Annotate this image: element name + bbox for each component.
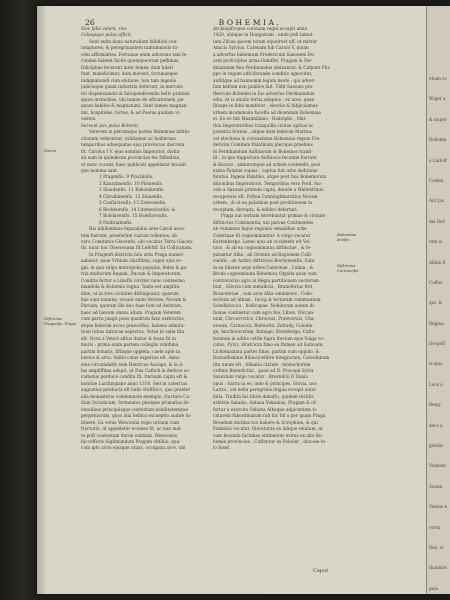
text-line: Broedum mutilas tuo habere & Scrophum, & qui: [213, 419, 318, 425]
text-line: Caterinae fit cognominantur. A vulgo vocatur: [213, 232, 311, 238]
text-line: quam habiles & magnanimi. Sunt tamen magnan-: [81, 103, 188, 109]
next-page-fragment: Caslen.: [429, 177, 445, 183]
text-line: muris : prima enim partem collegiis vobifima,: [81, 342, 180, 348]
text-line: fliuxpe in fidei manfetur , electiis & fubjiciiamus: [213, 103, 318, 109]
text-line: las ampliffima adepit, ut Dux Caflicti & deduce ac-: [81, 368, 191, 374]
text-line: perpetuorum, quos alia bellica excaeptio audire in-: [81, 413, 192, 419]
text-line: cum parva jungit pons quadrum faxo exftructus,: [81, 316, 186, 322]
text-line: & Bavaro , admirumque ad urbem contendit, post: [213, 161, 321, 167]
text-line: cumulus perduce condita fit. Iteruum capta eft &: [81, 374, 188, 380]
text-line: partim donatis, fiffaque oppleta, caefe apte in: [81, 348, 181, 354]
text-line: judicioque quam industria deferunt, in mercati-: [81, 84, 184, 90]
text-line: haec ad laevam omnis alium. Pragam Veterem: [81, 309, 181, 315]
text-line: fit , in quo fupperiora Aufbiacis fecunde fuerunt: [213, 155, 317, 161]
next-page-fragment: Beng-: [429, 402, 442, 408]
text-line: 5 Czaflavienfis. 13 Zateczenfis.: [99, 200, 167, 206]
text-line: hemie provinciae , Cuffentur ex Poholer , diocese fo-: [213, 439, 327, 444]
text-line: xit eam in quindecim provincias fex Difteiltas,: [81, 155, 181, 161]
next-page-fragment: thanbiot: [429, 565, 447, 571]
catchword: Caput: [313, 568, 329, 574]
text-line: Kuttenbergo. Lenes ejus ab occidente eft Vol-: [213, 238, 312, 244]
text-line: fium Syriaticum, fortunatos plerique primarias de: [81, 400, 189, 406]
next-page-fragment: Regina: [429, 320, 444, 326]
text-line: urbem incommodo faceffe ad dicendum Bohemiae: [213, 109, 322, 115]
margin-note-pragensis: Diftrictus Pragenfis, Praga: [44, 316, 76, 326]
text-line: tria multorum Regum, Ducum & Imperatorum.: [81, 271, 182, 277]
text-line: cem affirmantes. Fortunae enim adversae tam fe-: [81, 51, 188, 57]
text-line: fbercum Bohemis in fuo adverfus Ferdinandum: [213, 90, 315, 96]
text-line: potentia florens , adque dum fedecim Martius ,: [213, 129, 315, 135]
text-line: ventes.: [81, 116, 97, 122]
text-line: gni, in qua vulgo metropolis populus, fedes & pa-: [81, 264, 188, 270]
text-line: ut nunc vocant; haec publicati appellatur hocalit: [81, 161, 187, 167]
text-line: Parvam, quorum ille duo fuae funt ad dextram,: [81, 303, 183, 309]
next-page-fragment: dei Ref-: [429, 218, 446, 224]
text-line: indignabundi cum elatione, non tam ingenio: [81, 77, 177, 83]
next-page-fragment: Sauna: [429, 483, 443, 489]
text-line: Dornafliskinis Bibiocicefibre integrorum, Cateufanum: [213, 355, 330, 361]
text-line: contravicino agro in Regia partitionem auctorum: [213, 277, 319, 283]
text-line: in ea liberae urgo urbes Caterinae , Colina , &: [213, 264, 314, 270]
text-line: fis, nunc hoc Dioecesana fit Lefeltif, Ex Collicanam.: [81, 245, 193, 251]
text-line: cefs a Saxonis primum capta, deinde a Wallenftinio: [213, 187, 324, 193]
text-line: eft. Nova a Veteri alltus duitur & fossa fit in: [81, 335, 176, 341]
text-line: tem fuerunt, praefertim viarum tollentes, ab: [81, 232, 177, 238]
text-line: Amicis Sylvius. Catenam fub Carolo V. quum: [213, 45, 309, 51]
text-line: cundae habent facile quemqueorum peflimas,: [81, 58, 180, 64]
text-line: cum fecunda factabas obtinentur evitus ex alto Bo-: [213, 432, 324, 438]
text-line: tioni totius fabricae aspectus. Vetus in valle fita: [81, 329, 185, 335]
text-line: Servunt pax pulsa Bohemi.: [81, 122, 139, 128]
text-line: vel electione & coronatione Bohemiae regum Fre-: [213, 135, 321, 141]
text-line: dericini Comitem Palatinum plerique praefens: [213, 142, 313, 148]
text-line: opus : Sacra in eo, inde & principes, Stovia, nos: [213, 380, 317, 386]
text-line: manifola & Bohemia regna. Tanta est amplitu-: [81, 284, 181, 290]
text-line: In Pragenfi districtu fola urbs Praga numer-: [89, 251, 185, 257]
next-page-fragment: qui, &: [429, 300, 443, 306]
text-line: ei. Ex eo fub Maximiliano , Rudolpho , Mat-: [213, 116, 307, 122]
margin-note-mores: Mores.: [44, 148, 58, 153]
next-page-fragment: a Ludolf: [429, 157, 447, 163]
text-line: fuccefforis Sigifmundum Pragam obfidio, qua-: [81, 439, 181, 444]
text-line: 8 Podbradenfis.: [99, 219, 133, 225]
text-line: auflitque ad bannomm legum modo : qui adver-: [213, 77, 316, 83]
text-line: Calaupque pulsa afficit.: [81, 32, 133, 38]
text-line: in Ferdinandum Aufbiacum & Bohemos tranfi-: [213, 148, 313, 154]
text-line: 1420, ubiique in Hungariam : unde pofi tumul-: [213, 32, 314, 38]
text-line: urbem , & ut ea palatinus post proditionem in: [213, 200, 313, 206]
text-line: aabatur, quae Vrbium clariflima, caput ejus re-: [81, 258, 183, 264]
text-line: quam invincibus, ubi tamen de aflicationem, pe-: [81, 96, 185, 102]
margin-note-divisio: Bohemiae divifio.: [337, 232, 357, 242]
text-line: lectium ad Albam , fuocg & tertarum communium,: [213, 297, 322, 303]
next-page-fragment: is ejus: [429, 361, 443, 367]
next-page-fragment: Vodnani: [429, 463, 447, 469]
text-line: ab veniamus hujus regionis venaliibus urbe: [213, 226, 307, 232]
text-line: Sazavium vulgo vocatur , Brevnifcii D Daxia: [213, 374, 308, 380]
text-line: 2 Kaurzimenfis. 10 Pilsnenfis.: [99, 180, 164, 186]
text-line: Sunt enim dona naturalium fallidioli con-: [89, 38, 178, 44]
next-page-fragment: vertu: [429, 524, 441, 530]
text-line: Sive fallo valent, sive: [81, 26, 127, 31]
text-line: augustius perducta eft bello Huffitico, quo praeter: [81, 387, 191, 393]
text-line: tionae continetur cum agro fuo, Libon, Niccan-: [213, 309, 315, 315]
text-line: to poft contentam duren eximisti. Wenceslao: [81, 432, 178, 438]
text-line: hae sunt nomina, vocant enim Veteres, Novam &: [81, 297, 187, 303]
next-page-fragment: Albim fl: [429, 259, 446, 265]
text-line: 6 Beckinenfis. 14 Litomericenfis. &: [99, 206, 176, 212]
next-page-fragment: Coffee: [429, 279, 443, 285]
left-text-column: [81, 26, 201, 581]
text-line: ditionibus Imperatoris. Temporibus vero Ferd. fuc-: [213, 180, 323, 186]
next-page-fragment: etiam ec: [429, 76, 448, 81]
text-line: arbitrio Satanis, Satana Vukanius, Pragam & of-: [213, 400, 317, 406]
right-text-column: [213, 26, 333, 581]
text-line: Diliciphus fecerunt inter femes; dum hilari: [81, 64, 174, 70]
text-line: fonulibus principiisque confertam nobilitatemque: [81, 406, 188, 412]
text-line: His nihilominus feparabilis ante Caroli aeva-: [89, 226, 186, 232]
text-line: Schellatovicz , bodicapae. Nobilorum autem di-: [213, 303, 316, 309]
text-line: funt , Gilovia cum metallicis , Branoferius fret: [213, 284, 313, 290]
text-line: fertur a exercitu Vabana Albaque adjacentem ri-: [213, 406, 318, 412]
text-line: que nomina sunt.: [81, 167, 119, 173]
text-line: tava , & ab ea cognominatus diftinctae , & fe-: [213, 245, 312, 251]
page-title: BOHEMIA.: [218, 18, 282, 27]
text-line: temptores, & peregrinantem tantummodo lu-: [81, 45, 179, 51]
text-line: a adverfus habentum Fredericum Saxonem Du-: [213, 51, 316, 57]
text-line: Branoferiae , cum arce Alba omnimore , Colle-: [213, 290, 314, 296]
next-page-fragment: tum is: [429, 239, 443, 245]
next-page-fragment: Boheme: [429, 137, 447, 143]
text-line: cem profcriptus arma fumiffet, Pragam & Fer-: [213, 58, 313, 64]
text-line: num, Chroorvvitcz, Chroovat, Praevorwiz, Cha-: [213, 316, 315, 322]
next-page-fragment: Aut Jus: [429, 198, 445, 204]
text-line: Veterem in plerumque partes Bohemiae dditin-: [89, 129, 191, 135]
text-line: catus, Pylcz, Hrafcicza fimo ea flumen ad Satavam,: [213, 342, 324, 348]
text-line: rio dispensiandis & faliopendivendis bello primum: [81, 90, 190, 96]
text-line: ctionem referuntur, validamen ac hodiernas: [81, 135, 176, 141]
text-line: 4 Chrudimenfis. 12 Slanenfis.: [99, 193, 164, 199]
text-line: hortos & arva. Valito calus expertus eft. Anno: [81, 355, 180, 361]
next-page-fragment: gentiis: [429, 443, 444, 449]
text-line: diftinctus Continentia, uni parvae Continentes: [213, 219, 314, 225]
text-line: 7 Bolelavenfis. 15 Bolefiavenfis.: [99, 213, 169, 219]
text-line: Broda cognominata Bohemica Oppida quae cum: [213, 271, 317, 277]
text-line: fracturis, ut appelletur ecomes fit, ac non mul-: [81, 426, 182, 432]
next-page-fragment: Wiger a: [429, 96, 446, 102]
text-line: exitia Palatini copias , captus fuit urbs deditione: [213, 167, 318, 173]
text-line: vienfis ; ab Auftro diftrictus Bechymenfis. Sunt: [213, 258, 315, 264]
text-line: fitu unum eft , Abbatia claram , monachorum: [213, 361, 311, 367]
text-line: odio. At is anufio fortia adeptus , ex urse, quae: [213, 96, 315, 102]
text-line: ge, Ancihoroczfum, Rataige, Sternberga, Cofto-: [213, 329, 316, 335]
text-line: Condita fertur a Libuffa circiter nono centesimo: [81, 277, 185, 283]
text-line: ppo in regum adfciferande conditio agnovitur,: [213, 71, 313, 77]
next-page-fragment: decs a: [429, 422, 443, 428]
text-line: folutus. Ingens Palatino, atque post fuis Bohemorum: [213, 174, 327, 180]
next-page-fragment: Leos a: [429, 381, 443, 387]
text-line: eius circumdabit eam Henricus Aucupe, & in il-: [81, 361, 184, 367]
page-number: 26: [85, 18, 95, 27]
text-line: fum bellum non publice fuit. Vidit Saxonis pro-: [213, 84, 314, 90]
next-page-fragment: guis: [429, 585, 438, 591]
text-line: Archiepifcopus coronam regni accepit anno: [213, 26, 308, 31]
text-line: thia Imperatoribus tranquilla civitas opibus ac: [213, 122, 314, 128]
text-line: dine, ut in tres civitates diftinguatur, quarum: [81, 290, 179, 296]
next-page-fragment: & nuper: [429, 116, 447, 122]
next-page-fragment: Drepelf: [429, 341, 445, 347]
text-line: itinere. Ea vetus Wenceslai regis urinam cum: [81, 419, 179, 425]
text-line: Praga aut tertium terrebuntur primae & civitate: [221, 213, 326, 219]
text-line: receptam, dirrepta, & edideo deferturi.: [213, 206, 299, 212]
text-line: lo fuset.: [213, 445, 231, 451]
text-line: atque fedecim arcus praecelfus, habens admira-: [81, 322, 185, 328]
text-line: recuperata eft. Poftea Conningfmarckius Novam: [213, 193, 318, 199]
text-line: tam Zifcae pacem totum equefrest uff. ut mirror: [213, 38, 318, 44]
text-line: folia. Tradita his libris dimafto, quidem testific: [213, 393, 314, 399]
text-line: parantur Alba , ab Oriente ad Regionem Calli-: [213, 251, 313, 257]
text-line: bonitae Lucifurgiano anno 1316. Sed in caterrias: [81, 380, 188, 386]
text-line: Laitra , vel nella peregrinis lingua recepit autor: [213, 387, 317, 393]
text-line: 1 Pragenfis. 9 Pracbinfis.: [99, 174, 154, 180]
text-line: alia monasteria condemnata exemplo, fractura Ca-: [81, 393, 191, 399]
text-line: vero Comitatus Glacenfis, ubi vocatur Terra Glacen-: [81, 238, 194, 244]
text-line: dinandum Rex Ferdinandus abduxerat, & Cafpare Phi-: [213, 64, 331, 70]
next-page-fragment: Rex, vi: [429, 544, 444, 550]
margin-note-curimensis: Diftrictus Curimenfis.: [337, 263, 360, 273]
text-line: lecinum in aditis cetfie fupra fluvium ejus Vulga vo-: [213, 335, 325, 341]
text-line: temporibus adaequatas ejus provincias discreta: [81, 142, 185, 148]
text-line: chtarem fubordinatum fuit hic fid a per quam Praga: [213, 413, 326, 419]
text-line: Prakdoiz vocatur, fiteraturas ex inlique relatum, at: [213, 426, 323, 432]
next-page-edge: [426, 6, 450, 594]
text-line: 3 Slaudenfis. 11 Rakonikenfis.: [99, 187, 165, 193]
text-line: nowan, Carnavicz, Biefowitz, Zafrady, Colodie-: [213, 322, 314, 328]
text-line: Lichtenazinta partes fidas, partim cum oppido, &: [213, 348, 320, 354]
text-line: fit. Carolus I V. ejus nominis Imperator, distin-: [81, 148, 181, 154]
text-line: cum ipfo arcis ejusque atuas, occupata arce, ubi: [81, 445, 186, 451]
text-line: ordinis Benedictini , quod ad D. Procopii Sylva: [213, 368, 314, 374]
text-line: imi, hospitales, fortes, & ad Poetas quidam vi-: [81, 109, 181, 115]
text-line: funt, maledicimur, dum movent, fortunaeque: [81, 71, 178, 77]
next-page-fragment: Ventus n: [429, 504, 448, 510]
